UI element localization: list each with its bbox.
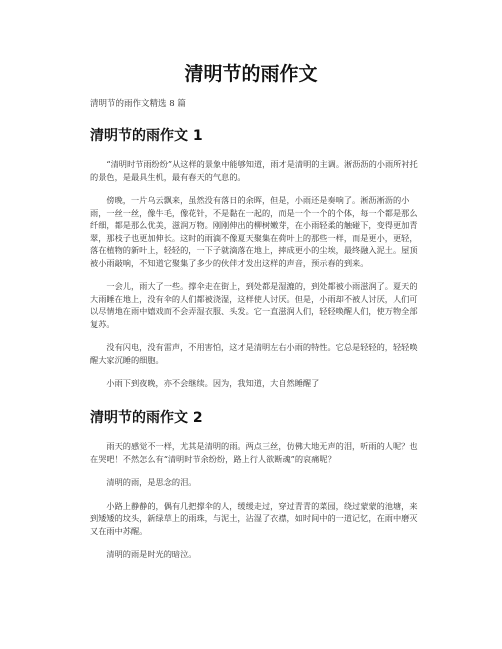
section-heading: 清明节的雨作文 2 <box>90 410 203 426</box>
document-title: 清明节的雨作文 <box>184 63 318 85</box>
section-heading: 清明节的雨作文 1 <box>90 128 203 144</box>
paragraph: 清明的雨是时光的暗泣。 <box>106 549 197 559</box>
essay-section-1 <box>90 127 424 401</box>
document-intro: 清明节的雨作文精选 8 篇 <box>90 99 186 109</box>
paragraph: “清明时节雨纷纷”从这样的景象中能够知道，雨才是清明的主调。淅沥沥的小雨所衬托的景色，是最具生机，最有春天的气息的。 <box>90 159 418 182</box>
paragraph: 小路上静静的，偶有几把撑伞的人，缓缓走过，穿过青青的菜园，绕过蒙蒙的池塘，来到矮矮的坟头，新绿草上的雨珠，与泥土，沾湿了衣襟，如时间中的一道记忆，在雨中磨灭又在雨中苏醒。 <box>90 500 418 536</box>
paragraph: 清明的雨，是思念的泪。 <box>106 477 197 487</box>
paragraph: 雨天的感觉不一样，尤其是清明的雨。两点三丝，仿佛大地无声的泪，听雨的人呢？也在哭吧！不然怎么有“清明时节余纷纷，路上行人欲断魂”的哀痛呢？ <box>90 441 418 464</box>
paragraph: 小雨下到夜晚，亦不会继续。因为，我知道，大自然睡醒了 <box>106 378 320 388</box>
essay-section-2 <box>90 409 424 572</box>
paragraph: 傍晚，一片乌云飘来，虽然没有落日的余晖，但是，小雨还是奏响了。淅沥淅沥的小雨，一丝一丝，像牛毛，像花针，不是黏在一起的，而是一个一个的个体，每一个都是那么纤细，都是那么优美，滋润万物。刚刚伸出的柳树嫩芽，在小雨轻柔的触碰下，变得更加青翠，那枝子也更加伸长。这时的雨滴不像夏天聚集在荷叶上的那些一样，而是更小，更轻，落在植物的新叶上，轻轻的，一下子就滴落在地上，摔成更小的尘埃，最终融入泥土。屋顶被小雨敲响，不知道它聚集了多少的伙伴才发出这样的声音，预示春的到来。 <box>90 195 418 268</box>
paragraph: 一会儿，雨大了一些。撑伞走在街上，到处都是湿漉的，到处都被小雨滋润了。夏天的大雨睡在地上，没有伞的人们都被浇湿，这样使人讨厌。但是，小雨却不被人讨厌，人们可以尽情地在雨中嬉戏而不会弄湿衣服、头发。它一直滋润人们，轻轻唤醒人们，使万物全部复苏。 <box>90 281 418 329</box>
paragraph: 没有闪电，没有雷声，不用害怕，这才是清明左右小雨的特性。它总是轻轻的，轻轻唤醒大家沉睡的细胞。 <box>90 342 418 365</box>
